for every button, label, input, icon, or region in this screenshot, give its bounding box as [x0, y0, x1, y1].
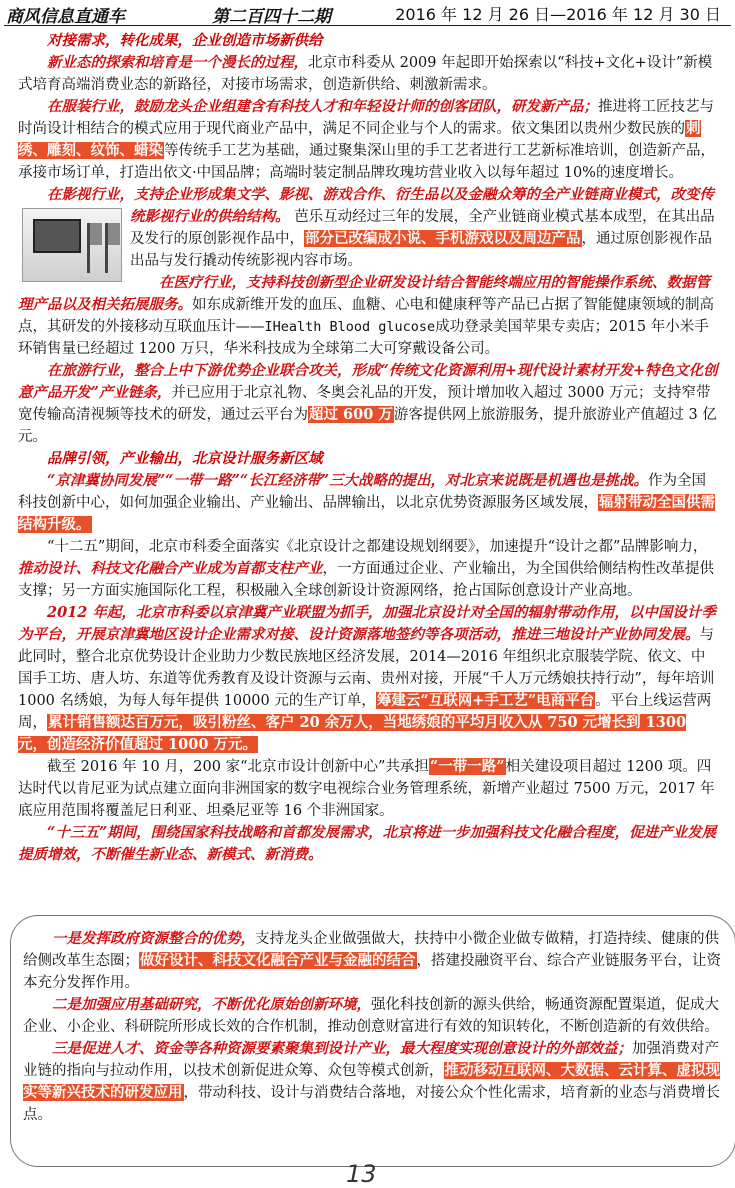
page-header [0, 0, 735, 27]
issue-number: 第二百四十二期 [212, 7, 331, 27]
box-point-1: 一是发挥政府资源整合的优势，支持龙头企业做强做大，扶持中小微企业做专做精，打造持续、健康的供给侧改革生态圈；做好设计、科技文化融合产业与金融的结合，搭建投融资平台、综合产业链服务平台，让资本充分发挥作用。 [23, 930, 721, 991]
summary-box [10, 915, 735, 1167]
page-number: 13 [346, 1160, 377, 1188]
paragraph-9: 截至 2016 年 10 月，200 家“北京市设计创新中心”共承担“一带一路”相关建设项目超过 1200 项。四达时代以肯尼亚为试点建立面向非洲国家的数字电视综合业务管理系统，新增产业超过 7500 万元，2017 年底应用范围将覆盖尼日利亚、坦桑尼亚等 16 个非洲国家。 [18, 758, 715, 819]
paragraph-4: 在医疗行业，支持科技创新型企业研发设计结合智能终端应用的智能操作系统、数据管理产品以及相关拓展服务。如东成新维开发的血压、血糖、心电和健康秤等产品已占据了智能健康领域的制高点，其研发的外接移动互联血压计——IHealth Blood glucose成功登录美国苹果专卖店；2015 年小米手环销售量已经超过 1200 万只，华米科技成为全球第二大可穿戴设备公司。 [18, 274, 714, 357]
section-heading-2: 品牌引领，产业输出，北京设计服务新区域 [47, 450, 323, 467]
date-range: 2016 年 12 月 26 日—2016 年 12 月 30 日 [395, 5, 721, 24]
header-divider [4, 25, 731, 26]
paragraph-6: “京津冀协同发展”“一带一路”“长江经济带”三大战略的提出，对北京来说既是机遇也是挑战。作为全国科技创新中心，如何加强企业输出、产业输出、品牌输出，以北京优势资源服务区域发展，辐射带动全国供需结构升级。 [18, 472, 715, 533]
paragraph-5: 在旅游行业，整合上中下游优势企业联合攻关，形成“传统文化资源利用+现代设计素材开发+特色文化创意产品开发”产业链条，并已应用于北京礼物、冬奥会礼品的开发，预计增加收入超过 3000 万元；支持窄带宽传输高清视频等技术的研发，通过云平台为超过 600 万游客提供网上旅游服务，提升旅游业产值超过 3 亿元。 [18, 362, 718, 445]
paragraph-2: 在服装行业，鼓励龙头企业组建含有科技人才和年轻设计师的创客团队，研发新产品；推进将工匠技艺与时尚设计相结合的模式应用于现代商业产品中，满足不同企业与个人的需求。依文集团以贵州少数民族的刺绣、雕刻、纹饰、蜡染等传统手工艺为基础，通过聚集深山里的手工艺者进行工艺新标准培训，创造新产品，承接市场订单，打造出依文·中国品牌；高端时装定制品牌玫瑰坊营业收入以每年超过 10%的速度增长。 [18, 98, 715, 181]
paragraph-7: “十二五”期间，北京市科委全面落实《北京设计之都建设规划纲要》，加速提升“设计之都”品牌影响力，推动设计、科技文化融合产业成为首都支柱产业，一方面通过企业、产业输出，为全国供给侧结构性改革提供支撑；另一方面实施国际化工程，积极融入全球创新设计资源网络，抢占国际创意设计产业高地。 [18, 539, 714, 599]
paragraph-8: 2012 年起，北京市科委以京津冀产业联盟为抓手，加强北京设计对全国的辐射带动作用，以中国设计季为平台，开展京津冀地区设计企业需求对接、设计资源落地签约等各项活动，推进三地设计产业协同发展。与此同时，整合北京优势设计企业助力少数民族地区经济发展，2014—2016 年组织北京服装学院、依文、中国手工坊、唐人坊、东道等优秀教育及设计资源与云南、贵州对接，开展“千人万元绣娘扶持行动”，每年培训 1000 名绣娘，为每人每年提供 10000 元的生产订单，筹建云“互联网+手工艺”电商平台。平台上线运营两周，累计销售额达百万元，吸引粉丝、客户 20 余万人，当地绣娘的平均月收入从 750 元增长到 1300 元，创造经济价值超过 1000 万元。 [18, 604, 716, 753]
box-point-3: 三是促进人才、资金等各种资源要素聚集到设计产业，最大程度实现创意设计的外部效益；加强消费对产业链的指向与拉动作用，以技术创新促进众筹、众包等模式创新，推动移动互联网、大数据、云计算、虚拟现实等新兴技术的研发应用，带动科技、设计与消费结合落地，对接公众个性化需求，培育新的业态与消费增长点。 [23, 1040, 720, 1123]
paragraph-1: 新业态的探索和培育是一个漫长的过程，北京市科委从 2009 年起即开始探索以“科技+文化+设计”新模式培育高端消费业态的新路径，对接市场需求，创造新供给、刺激新需求。 [18, 54, 713, 93]
paragraph-10: “十三五”期间，围绕国家科技战略和首都发展需求，北京将进一步加强科技文化融合程度，促进产业发展提质增效，不断催生新业态、新模式、新消费。 [18, 824, 717, 863]
section-heading-1: 对接需求，转化成果，企业创造市场新供给 [47, 32, 323, 49]
exhibition-photo [22, 208, 122, 282]
box-point-2: 二是加强应用基础研究，不断优化原始创新环境，强化科技创新的源头供给，畅通资源配置渠道，促成大企业、小企业、科研院所形成长效的合作机制，推动创意财富进行有效的知识转化，不断创造新的有效供给。 [23, 996, 719, 1035]
publication-title: 商风信息直通车 [6, 7, 125, 27]
article-body [18, 30, 718, 866]
paragraph-3: 在影视行业，支持企业形成集文学、影视、游戏合作、衍生品以及金融众筹的全产业链商业模式，改变传统影视行业的供给结构。 芭乐互动经过三年的发展，全产业链商业模式基本成型，在其出品及发行的原创影视作品中，部分已改编成小说、手机游戏以及周边产品，通过原创影视作品出品与发行撬动传统影视内容市场。 [18, 184, 718, 272]
